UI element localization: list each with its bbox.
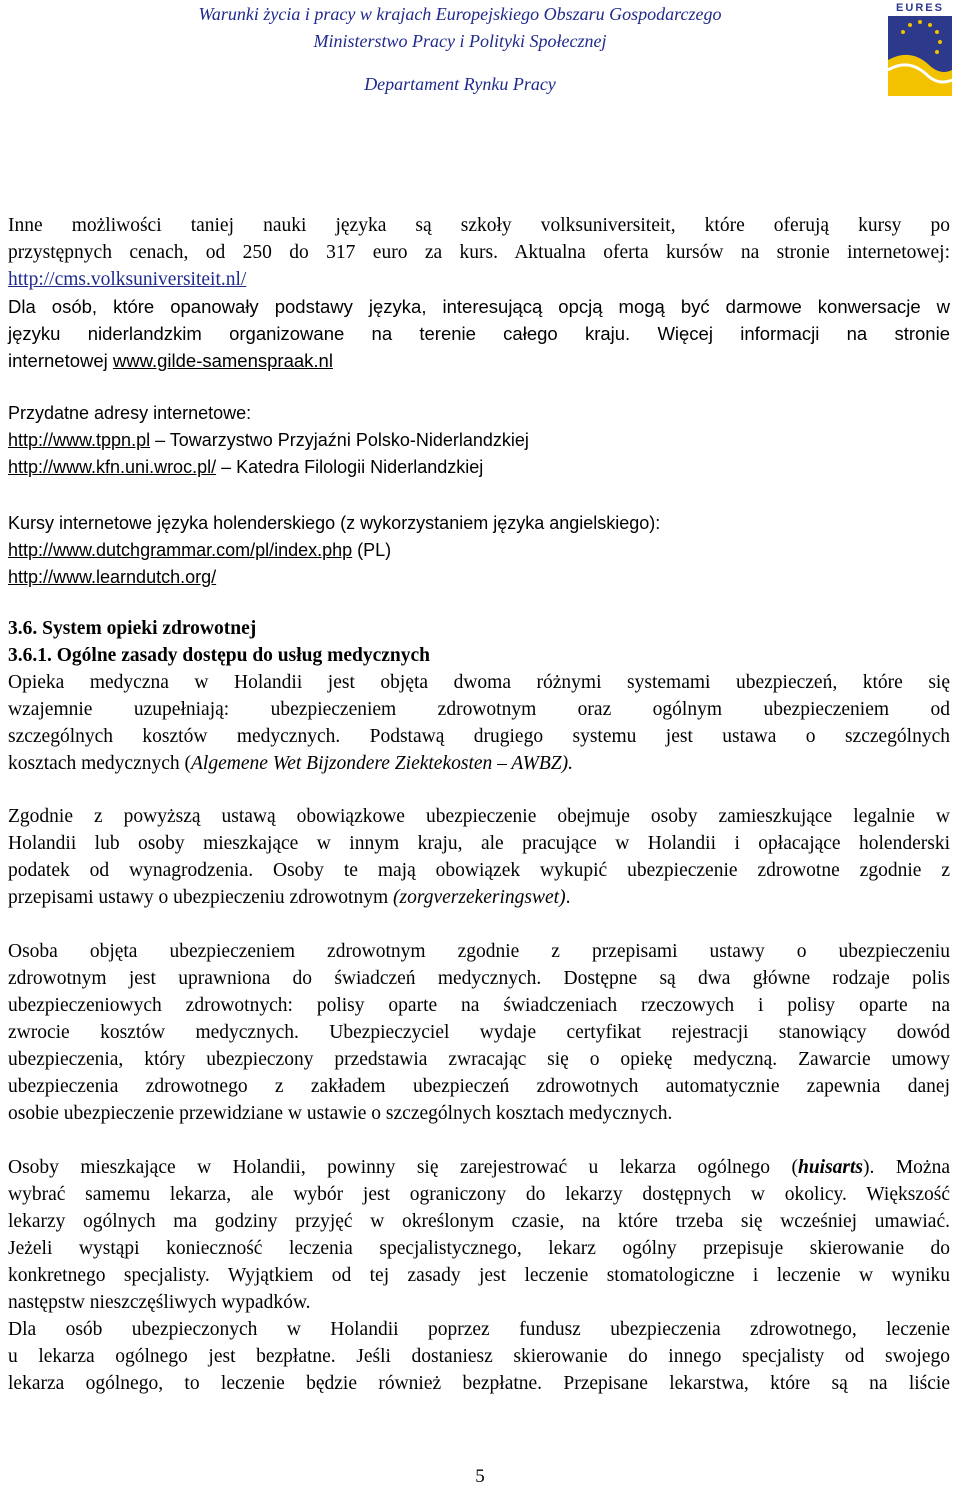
text-line: ubezpieczenia, który ubezpieczony przedstawia zwracając się o opiekę medyczną. Zawarcie umowy [8, 1049, 950, 1070]
eures-emblem-icon [880, 0, 960, 96]
text-line: Holandii lub osoby mieszkające w innym kraju, ale pracujące w Holandii i opłacające holenderski [8, 833, 950, 854]
link-dutchgrammar[interactable]: http://www.dutchgrammar.com/pl/index.php [8, 540, 353, 560]
text-line: osobie ubezpieczenie przewidziane w ustawie o szczególnych kosztach medycznych. [8, 1103, 673, 1124]
link-description: – Katedra Filologii Niderlandzkiej [216, 457, 484, 477]
useful-links-title: Przydatne adresy internetowe: [8, 403, 252, 423]
header-department: Departament Rynku Pracy [364, 74, 556, 94]
useful-links-section [8, 400, 950, 481]
huisarts-term: huisarts [797, 1157, 864, 1178]
link-kfn-wroc[interactable]: http://www.kfn.uni.wroc.pl/ [8, 457, 217, 477]
paragraph-insured-person [8, 938, 950, 1127]
header-ministry: Ministerstwo Pracy i Polityki Społecznej [313, 31, 607, 51]
text-line: następstw nieszczęśliwych wypadków. [8, 1292, 311, 1313]
text-line: Inne możliwości taniej nauki języka są szkoły volksuniversiteit, które oferują kursy po [8, 215, 950, 236]
text-line: Osoba objęta ubezpieczeniem zdrowotnym zgodnie z przepisami ustawy o ubezpieczeniu [8, 941, 950, 962]
subsection-heading: 3.6.1. Ogólne zasady dostępu do usług medycznych [8, 645, 431, 666]
text-line: zdrowotnym jest uprawniona do świadczeń medycznych. Dostępne są dwa główne rodzaje polis [8, 968, 950, 989]
text-line: ubezpieczenia zdrowotnego z zakładem ubezpieczeń zdrowotnych automatycznie zapewnia danej [8, 1076, 950, 1097]
text-line: konkretnego specjalisty. Wyjątkiem od tej zasady jest leczenie stomatologiczne i leczenie w wyniku [8, 1265, 950, 1286]
text-fragment: internetowej [8, 350, 113, 371]
text-line: ubezpieczeniowych zdrowotnych: polisy oparte na świadczeniach rzeczowych i polisy oparte na [8, 995, 950, 1016]
text-fragment: Osoby mieszkające w Holandii, powinny się zarejestrować u lekarza ogólnego ( [8, 1157, 798, 1178]
paragraph-language-schools [8, 212, 950, 374]
page-number: 5 [475, 1466, 485, 1487]
text-line: zwrocie kosztów medycznych. Ubezpieczyciel wydaje certyfikat rejestracji stanowiący dowód [8, 1022, 950, 1043]
text-line: Dla osób ubezpieczonych w Holandii poprzez fundusz ubezpieczenia zdrowotnego, leczenie [8, 1319, 950, 1340]
link-learndutch[interactable]: http://www.learndutch.org/ [8, 567, 217, 587]
text-line: lekarza ogólnego, to leczenie będzie również bezpłatne. Przepisane lekarstwa, które są na liście [8, 1373, 950, 1394]
online-courses-section [8, 510, 950, 591]
text-line: Dla osób, które opanowały podstawy języka, interesującą opcją mogą być darmowe konwersacje w [8, 296, 950, 317]
section-heading-block [8, 615, 950, 669]
text-line: wybrać samemu lekarza, ale wybór jest ograniczony do lekarzy dostępnych w okolicy. Większość [8, 1184, 950, 1205]
text-line: Zgodnie z powyższą ustawą obowiązkowe ubezpieczenie obejmuje osoby zamieszkujące legalnie w [8, 806, 950, 827]
eures-logo-text: EURES [896, 2, 944, 14]
courses-intro: Kursy internetowe języka holenderskiego (z wykorzystaniem języka angielskiego): [8, 513, 661, 533]
link-gilde-samenspraak[interactable]: www.gilde-samenspraak.nl [112, 350, 333, 371]
link-description: – Towarzystwo Przyjaźni Polsko-Niderlandzkiej [150, 430, 529, 450]
text-fragment: . [565, 887, 571, 908]
link-volksuniversiteit[interactable]: http://cms.volksuniversiteit.nl/ [8, 269, 247, 290]
text-line: Jeżeli wystąpi konieczność leczenia specjalistycznego, lekarz ogólny przepisuje skierowanie do [8, 1238, 950, 1259]
text-line: szczególnych kosztów medycznych. Podstawą drugiego systemu jest ustawa o szczególnych [8, 726, 950, 747]
header-title: Warunki życia i pracy w krajach Europejskiego Obszaru Gospodarczego [198, 4, 722, 24]
link-tppn[interactable]: http://www.tppn.pl [8, 430, 151, 450]
text-fragment: ). Można [863, 1157, 950, 1178]
text-line: Opieka medyczna w Holandii jest objęta dwoma różnymi systemami ubezpieczeń, które się [8, 672, 950, 693]
text-line: języku niderlandzkim organizowane na terenie całego kraju. Więcej informacji na stronie [8, 323, 950, 344]
text-line: u lekarza ogólnego jest bezpłatne. Jeśli dostaniesz skierowanie do innego specjalisty od swojego [8, 1346, 950, 1367]
text-line: przystępnych cenach, od 250 do 317 euro za kurs. Aktualna oferta kursów na stronie internetowej: [8, 242, 950, 263]
law-name-italic: (zorgverzekeringswet) [393, 887, 566, 908]
paragraph-general-practitioner [8, 1154, 950, 1397]
text-line: podatek od wynagrodzenia. Osoby te mają obowiązek wykupić ubezpieczenie zdrowotne zgodnie z [8, 860, 950, 881]
paragraph-mandatory-insurance [8, 803, 950, 911]
text-line: wzajemnie uzupełniają: ubezpieczeniem zdrowotnym oraz ogólnym ubezpieczeniem od [8, 699, 950, 720]
text-line: lekarzy ogólnych ma godziny przyjęć w określonym czasie, na które trzeba się wcześniej umawiać. [8, 1211, 950, 1232]
law-name-italic: Algemene Wet Bijzondere Ziektekosten – AWBZ). [191, 753, 573, 774]
link-suffix: (PL) [352, 540, 392, 560]
text-fragment: przepisami ustawy o ubezpieczeniu zdrowotnym [8, 887, 394, 908]
section-heading: 3.6. System opieki zdrowotnej [8, 618, 257, 639]
paragraph-medical-care [8, 669, 950, 777]
text-fragment: kosztach medycznych ( [8, 753, 192, 774]
eures-logo [880, 0, 960, 96]
